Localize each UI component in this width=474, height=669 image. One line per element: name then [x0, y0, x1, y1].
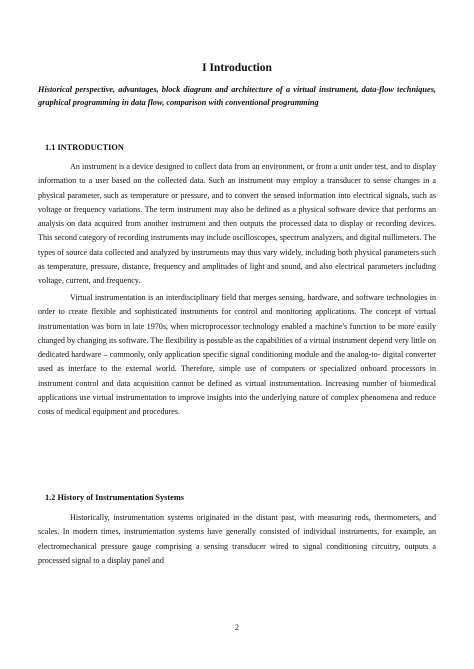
section-heading-introduction: 1.1 INTRODUCTION [45, 143, 124, 152]
paragraph-history: Historically, instrumentation systems originated in the distant past, with measuring rods, thermometers, and scales. In modern times, instrumentation systems have generally consisted of individual instruments, for example, an electromechanical pressure gauge comprising a sensing transducer wired to signal conditioning circuitry, outputs a processed signal to a display panel and [38, 513, 436, 565]
page-number: 2 [235, 623, 239, 632]
chapter-title: I Introduction [202, 62, 272, 74]
paragraph-instrument-definition: An instrument is a device designed to collect data from an environment, or from a unit under test, and to display information to a user based on the collected data. Such an instrument may employ a transducer to sense changes in a physical parameter, such as temperature or pressure, and to convert the sensed information into electrical signals, such as voltage or frequency variations. The term instrument may also be defined as a physical software device that performs an analysis on data acquired from another instrument and then outputs the processed data to display or recording devices. This second category of recording instruments may include oscilloscopes, spectrum analyzers, and digital millimeters. The types of source data collected and analyzed by instruments may thus vary widely, including both physical parameters such as temperature, pressure, distance, frequency and amplitudes of light and sound, and also electrical parameters including voltage, current, and frequency. [38, 162, 436, 285]
paragraph-virtual-instrumentation: Virtual instrumentation is an interdisciplinary field that merges sensing, hardware, and software technologies in order to create flexible and sophisticated instruments for control and monitoring applications. The concept of virtual instrumentation was born in late 1970s, when microprocessor technology enabled a machine's function to be more easily changed by changing its software. The flexibility is possible as the capabilities of a virtual instrument depend very little on dedicated hardware – commonly, only application specific signal conditioning module and the analog-to- digital converter used as interface to the external world. Therefore, simple use of computers or specialized onboard processors in instrument control and data acquisition cannot be defined as virtual instrumentation. Increasing number of biomedical applications use virtual instrumentation to improve insights into the underlying nature of complex phenomena and reduce costs of medical equipment and procedures. [38, 293, 436, 416]
chapter-subtitle: Historical perspective, advantages, block diagram and architecture of a virtual instrument, data-flow techniques, graphical programming in data flow, comparison with conventional programming [38, 85, 436, 107]
section-heading-history: 1.2 History of Instrumentation Systems [45, 493, 184, 502]
